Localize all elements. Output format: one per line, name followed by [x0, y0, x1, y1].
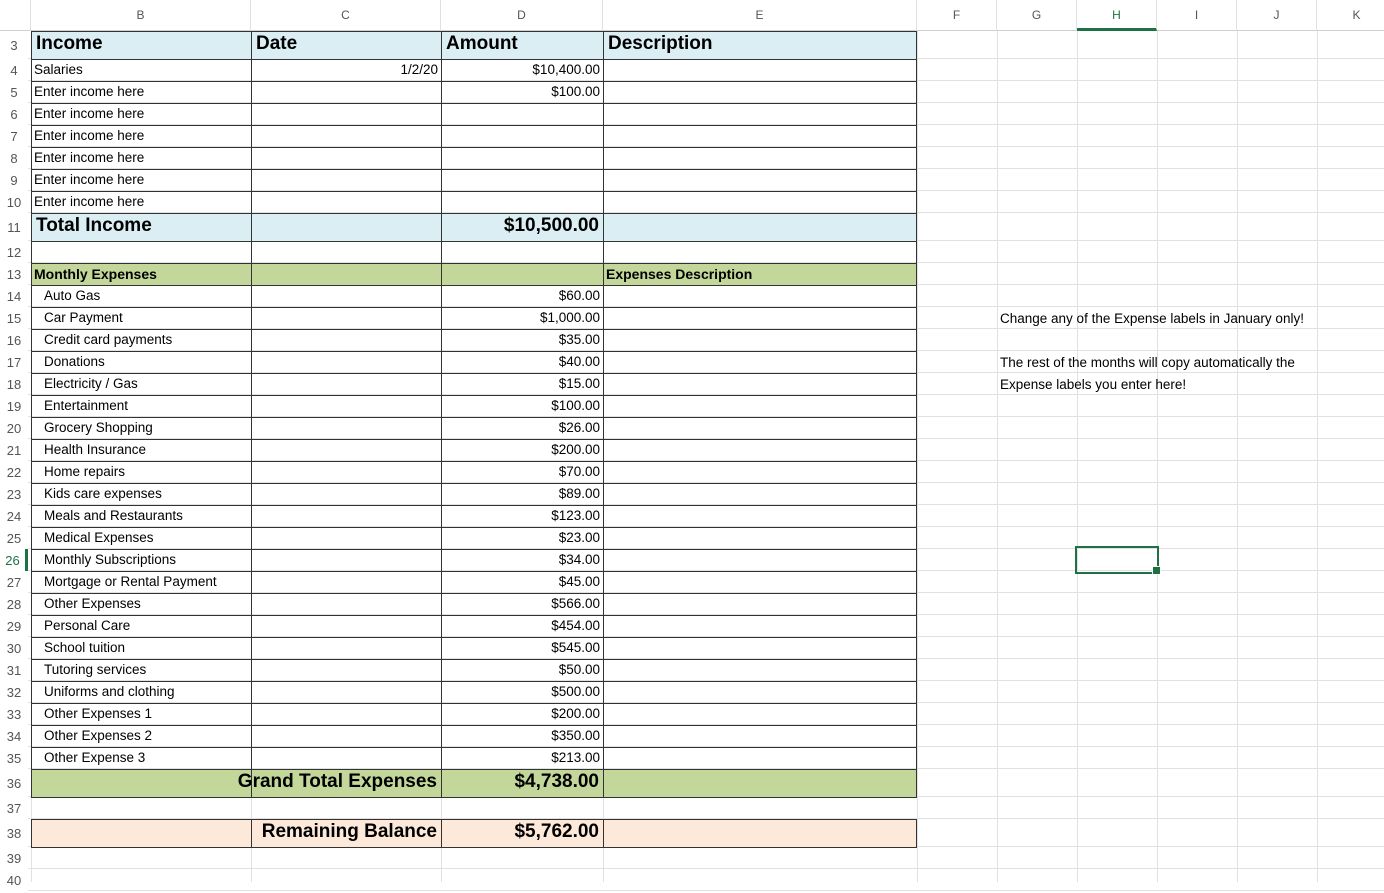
- date-header-label[interactable]: Date: [256, 33, 298, 54]
- row-header-10[interactable]: 10: [6, 195, 22, 210]
- table-border: [31, 241, 917, 242]
- row-header-28[interactable]: 28: [6, 597, 22, 612]
- expense-row-label[interactable]: Medical Expenses: [44, 530, 154, 545]
- income-row-label[interactable]: Enter income here: [34, 150, 145, 165]
- grid-hline: [28, 868, 1384, 869]
- row-header-6[interactable]: 6: [10, 107, 18, 122]
- expense-row-label[interactable]: Health Insurance: [44, 442, 147, 457]
- expense-row-label[interactable]: Other Expense 3: [44, 750, 146, 765]
- table-border: [31, 847, 917, 848]
- row-header-38[interactable]: 38: [6, 826, 22, 841]
- table-border: [31, 549, 917, 550]
- table-border: [31, 285, 917, 286]
- column-header-d[interactable]: D: [441, 0, 603, 31]
- select-all-corner[interactable]: [0, 0, 31, 31]
- table-border: [31, 351, 917, 352]
- income-row-label[interactable]: Enter income here: [34, 172, 145, 187]
- table-border: [31, 483, 917, 484]
- expense-row-amount[interactable]: $15.00: [558, 376, 600, 391]
- expense-row-label[interactable]: School tuition: [44, 640, 126, 655]
- table-border: [31, 681, 917, 682]
- column-header-h[interactable]: H: [1077, 0, 1157, 31]
- expenses-description-header[interactable]: Expenses Description: [606, 266, 753, 282]
- table-border: [31, 213, 917, 214]
- column-header-k[interactable]: K: [1317, 0, 1384, 31]
- column-header-f[interactable]: F: [917, 0, 997, 31]
- row-header-29[interactable]: 29: [6, 619, 22, 634]
- expense-row-label[interactable]: Other Expenses 1: [44, 706, 153, 721]
- description-header-label[interactable]: Description: [608, 33, 713, 54]
- row-header-39[interactable]: 39: [6, 851, 22, 866]
- row-header-18[interactable]: 18: [6, 377, 22, 392]
- expense-row-amount[interactable]: $23.00: [558, 530, 600, 545]
- table-border: [31, 191, 917, 192]
- expense-row-label[interactable]: Kids care expenses: [44, 486, 162, 501]
- grand-total-value[interactable]: $4,738.00: [514, 771, 599, 792]
- row-header-21[interactable]: 21: [6, 443, 22, 458]
- table-border: [31, 637, 917, 638]
- table-border: [31, 747, 917, 748]
- monthly-expenses-header[interactable]: Monthly Expenses: [34, 266, 157, 282]
- expense-row-label[interactable]: Monthly Subscriptions: [44, 552, 177, 567]
- table-border: [31, 571, 917, 572]
- table-border: [31, 147, 917, 148]
- row-header-8[interactable]: 8: [10, 151, 18, 166]
- table-border: [603, 819, 604, 847]
- table-border: [31, 59, 917, 60]
- note-line-3[interactable]: Expense labels you enter here!: [1000, 377, 1187, 392]
- fill-handle[interactable]: [1152, 566, 1161, 575]
- expense-row-label[interactable]: Donations: [44, 354, 105, 369]
- expense-row-amount[interactable]: $213.00: [551, 750, 600, 765]
- row-header-17[interactable]: 17: [6, 355, 22, 370]
- row-header-12[interactable]: 12: [6, 245, 22, 260]
- row-header-35[interactable]: 35: [6, 751, 22, 766]
- expense-row-amount[interactable]: $89.00: [558, 486, 600, 501]
- expense-row-label[interactable]: Personal Care: [44, 618, 131, 633]
- row-header-23[interactable]: 23: [6, 487, 22, 502]
- row-header-9[interactable]: 9: [10, 173, 18, 188]
- table-border: [31, 527, 917, 528]
- expense-row-label[interactable]: Grocery Shopping: [44, 420, 153, 435]
- row-header-34[interactable]: 34: [6, 729, 22, 744]
- expense-row-amount[interactable]: $1,000.00: [539, 310, 600, 325]
- table-border: [31, 263, 917, 264]
- row-header-19[interactable]: 19: [6, 399, 22, 414]
- expense-row-amount[interactable]: $200.00: [551, 706, 600, 721]
- expense-row-amount[interactable]: $123.00: [551, 508, 600, 523]
- expense-row-amount[interactable]: $35.00: [558, 332, 600, 347]
- table-border: [31, 307, 917, 308]
- expense-row-amount[interactable]: $40.00: [558, 354, 600, 369]
- table-border: [31, 125, 917, 126]
- expense-row-amount[interactable]: $545.00: [551, 640, 600, 655]
- table-border: [31, 797, 917, 798]
- column-header-g[interactable]: G: [997, 0, 1077, 31]
- row-header-7[interactable]: 7: [10, 129, 18, 144]
- note-line-1[interactable]: Change any of the Expense labels in January only!: [1000, 311, 1304, 326]
- grand-total-label[interactable]: Grand Total Expenses: [237, 771, 437, 792]
- expense-row-label[interactable]: Electricity / Gas: [44, 376, 138, 391]
- expense-row-label[interactable]: Car Payment: [44, 310, 123, 325]
- row-header-24[interactable]: 24: [6, 509, 22, 524]
- amount-header-label[interactable]: Amount: [446, 33, 518, 54]
- table-border: [916, 31, 917, 797]
- expense-row-amount[interactable]: $566.00: [551, 596, 600, 611]
- row-header-40[interactable]: 40: [6, 873, 22, 888]
- row-header-14[interactable]: 14: [6, 289, 22, 304]
- grid-vline: [1237, 31, 1238, 882]
- table-border: [31, 373, 917, 374]
- table-border: [31, 819, 32, 847]
- row-header-27[interactable]: 27: [6, 575, 22, 590]
- expense-row-label[interactable]: Tutoring services: [44, 662, 147, 677]
- table-border: [31, 169, 917, 170]
- column-header-bar: [0, 0, 1384, 31]
- row-header-16[interactable]: 16: [6, 333, 22, 348]
- expense-row-amount[interactable]: $60.00: [558, 288, 600, 303]
- row-header-31[interactable]: 31: [6, 663, 22, 678]
- table-border: [31, 439, 917, 440]
- table-border: [31, 819, 917, 820]
- column-header-c[interactable]: C: [251, 0, 441, 31]
- table-border: [31, 461, 917, 462]
- column-header-j[interactable]: J: [1237, 0, 1317, 31]
- income-row-label[interactable]: Enter income here: [34, 128, 145, 143]
- expense-row-label[interactable]: Other Expenses: [44, 596, 141, 611]
- note-line-2[interactable]: The rest of the months will copy automatically the: [1000, 355, 1295, 370]
- row-header-4[interactable]: 4: [10, 63, 18, 78]
- selected-cell-h26[interactable]: [1075, 546, 1159, 574]
- grid-vline: [917, 31, 918, 882]
- expense-row-label[interactable]: Uniforms and clothing: [44, 684, 175, 699]
- table-border: [31, 703, 917, 704]
- grid-vline: [1317, 31, 1318, 882]
- income-row-amount[interactable]: $10,400.00: [532, 62, 600, 77]
- column-header-i[interactable]: I: [1157, 0, 1237, 31]
- expense-row-label[interactable]: Auto Gas: [44, 288, 101, 303]
- row-header-15[interactable]: 15: [6, 311, 22, 326]
- total-income-label[interactable]: Total Income: [36, 215, 152, 236]
- expense-row-amount[interactable]: $45.00: [558, 574, 600, 589]
- table-border: [31, 505, 917, 506]
- table-border: [31, 725, 917, 726]
- table-border: [31, 103, 917, 104]
- expenses-header-band: [31, 263, 917, 285]
- row-header-20[interactable]: 20: [6, 421, 22, 436]
- row-header-bar: [0, 31, 28, 888]
- expense-row-label[interactable]: Entertainment: [44, 398, 129, 413]
- row-header-13[interactable]: 13: [6, 267, 22, 282]
- expense-row-label[interactable]: Home repairs: [44, 464, 126, 479]
- table-border: [31, 593, 917, 594]
- expense-row-amount[interactable]: $200.00: [551, 442, 600, 457]
- row-header-37[interactable]: 37: [6, 801, 22, 816]
- column-header-b[interactable]: B: [31, 0, 251, 31]
- income-header-label[interactable]: Income: [36, 33, 103, 54]
- table-border: [31, 329, 917, 330]
- total-income-value[interactable]: $10,500.00: [503, 215, 599, 236]
- expense-row-label[interactable]: Credit card payments: [44, 332, 173, 347]
- income-row-label[interactable]: Enter income here: [34, 194, 145, 209]
- expense-row-label[interactable]: Meals and Restaurants: [44, 508, 183, 523]
- table-border: [603, 31, 604, 797]
- income-row-label[interactable]: Enter income here: [34, 84, 145, 99]
- table-border: [31, 615, 917, 616]
- table-border: [31, 81, 917, 82]
- column-header-e[interactable]: E: [603, 0, 917, 31]
- row-header-25[interactable]: 25: [6, 531, 22, 546]
- row-header-32[interactable]: 32: [6, 685, 22, 700]
- grid-vline: [997, 31, 998, 882]
- remaining-balance-value[interactable]: $5,762.00: [514, 821, 599, 842]
- income-row-amount[interactable]: $100.00: [551, 84, 600, 99]
- expense-row-label[interactable]: Mortgage or Rental Payment: [44, 574, 217, 589]
- expense-row-amount[interactable]: $50.00: [558, 662, 600, 677]
- table-border: [441, 31, 442, 797]
- row-header-30[interactable]: 30: [6, 641, 22, 656]
- table-border: [916, 819, 917, 847]
- row-header-3[interactable]: 3: [10, 38, 18, 53]
- income-row-label[interactable]: Enter income here: [34, 106, 145, 121]
- row-header-5[interactable]: 5: [10, 85, 18, 100]
- grid-hline: [28, 890, 1384, 891]
- expense-row-amount[interactable]: $70.00: [558, 464, 600, 479]
- table-border: [31, 31, 32, 797]
- expense-row-amount[interactable]: $26.00: [558, 420, 600, 435]
- expense-row-amount[interactable]: $34.00: [558, 552, 600, 567]
- table-border: [31, 769, 917, 770]
- expense-row-amount[interactable]: $454.00: [551, 618, 600, 633]
- row-header-22[interactable]: 22: [6, 465, 22, 480]
- remaining-balance-label[interactable]: Remaining Balance: [261, 821, 437, 842]
- table-border: [31, 659, 917, 660]
- table-border: [31, 31, 917, 32]
- income-row-date[interactable]: 1/2/20: [400, 62, 438, 77]
- expense-row-amount[interactable]: $350.00: [551, 728, 600, 743]
- table-border: [251, 31, 252, 797]
- grid-vline: [1157, 31, 1158, 882]
- row-header-36[interactable]: 36: [6, 776, 22, 791]
- expense-row-amount[interactable]: $100.00: [551, 398, 600, 413]
- table-border: [31, 417, 917, 418]
- grid-vline: [1077, 31, 1078, 882]
- table-border: [31, 395, 917, 396]
- expense-row-amount[interactable]: $500.00: [551, 684, 600, 699]
- row-header-33[interactable]: 33: [6, 707, 22, 722]
- row-header-26[interactable]: 26: [0, 549, 28, 571]
- expense-row-label[interactable]: Other Expenses 2: [44, 728, 153, 743]
- row-header-11[interactable]: 11: [7, 220, 21, 235]
- income-row-label[interactable]: Salaries: [34, 62, 83, 77]
